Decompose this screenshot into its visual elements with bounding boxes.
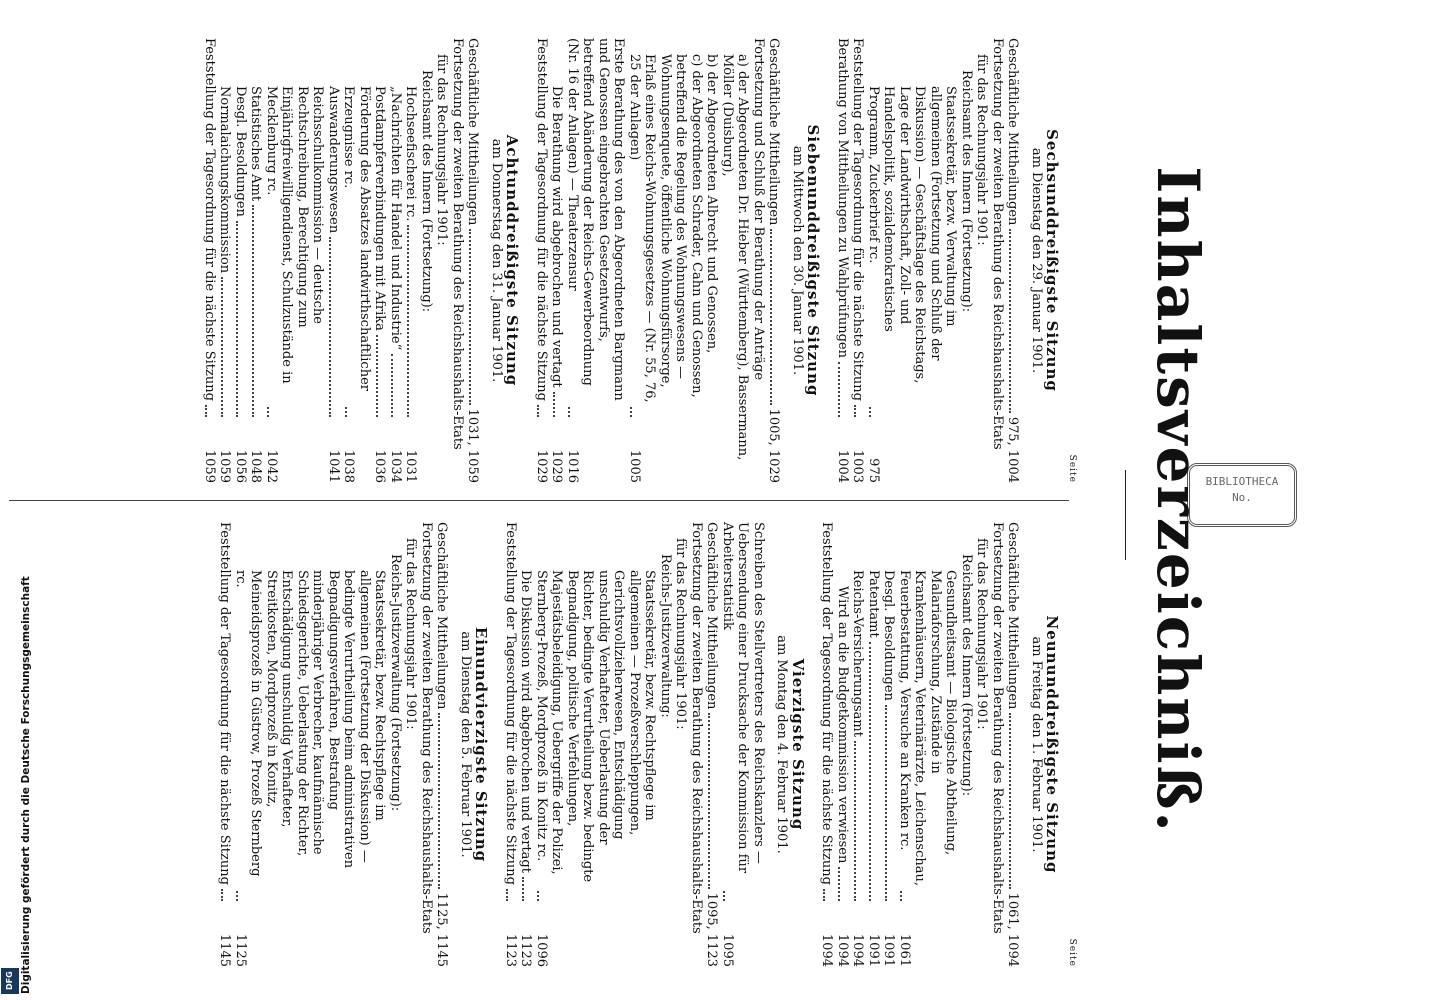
leader-dots — [522, 877, 524, 901]
toc-entry[interactable] — [372, 38, 388, 483]
entry-page: 1034 — [388, 449, 403, 483]
toc-entry[interactable] — [465, 38, 481, 483]
toc-entry[interactable] — [850, 522, 866, 967]
toc-entry[interactable] — [720, 522, 767, 967]
entry-text: Geschäftliche Mittheilungen — [766, 38, 782, 226]
leader-dots — [330, 237, 332, 417]
entry-page: 1003 — [850, 449, 866, 483]
entry-page: 1125, 1145 — [434, 892, 450, 967]
dfg-logo-icon[interactable]: DFG — [1, 968, 19, 994]
entry-text: Reichs-Justizverwaltung (Fortsetzung): — [388, 554, 403, 812]
entry-text: Reichsamt des Innern (Fortsetzung): — [959, 70, 974, 313]
entry-text: Reichs-Justizverwaltung: — [658, 554, 673, 718]
leader-dots — [538, 405, 540, 417]
session-heading: Vierzigste Sitzung — [789, 658, 807, 831]
toc-entry[interactable] — [866, 38, 959, 483]
entry-text: Patentamt — [866, 570, 881, 638]
entry-text: Berathung von Mittheilungen zu Wahlprüfungen — [835, 38, 850, 358]
entry-page: 1061, 1094 — [1005, 892, 1021, 967]
stamp-line-1: BIBLIOTHECA — [1205, 475, 1279, 488]
toc-entry[interactable] — [503, 522, 519, 967]
leader-dots — [770, 229, 772, 404]
toc-entry[interactable] — [264, 38, 326, 483]
entry-text: Fortsetzung der zweiten Berathung des Reichshaushalts-Etats — [990, 522, 1005, 934]
leader-dots — [237, 891, 239, 901]
leader-dots — [854, 405, 856, 417]
toc-entry[interactable] — [217, 38, 233, 483]
leader-dots — [1009, 229, 1011, 412]
entry-text: für das Rechnungsjahr 1901: — [974, 538, 990, 730]
entry-page: 1005, 1029 — [766, 408, 782, 483]
entry-text: für das Rechnungsjahr 1901: — [434, 54, 450, 246]
toc-entry[interactable] — [766, 38, 782, 483]
leader-dots — [870, 407, 872, 417]
toc-entry[interactable] — [897, 522, 959, 967]
entry-text: Feststellung der Tagesordnung für die nächste Sitzung — [534, 38, 549, 401]
toc-entry[interactable] — [627, 38, 705, 483]
entry-page: 1061 — [897, 933, 912, 967]
entry-text: Statistisches Amt — [248, 86, 264, 202]
leader-dots — [507, 889, 509, 901]
entry-page: 1091 — [881, 933, 897, 967]
entry-page: 1004 — [835, 449, 850, 483]
session-date: am Dienstag den 29. Januar 1901. — [1029, 147, 1044, 374]
leader-dots — [407, 225, 409, 417]
toc-entry[interactable] — [341, 38, 372, 483]
entry-text: Geschäftliche Mittheilungen — [1005, 38, 1021, 226]
entry-page: 1059 — [202, 449, 217, 483]
entry-text: für das Rechnungsjahr 1901: — [403, 538, 419, 730]
toc-entry[interactable] — [388, 38, 404, 483]
toc-entry[interactable] — [1005, 38, 1021, 483]
leader-dots — [631, 407, 633, 417]
column-divider — [9, 500, 1069, 501]
entry-text: Reichsamt des Innern (Fortsetzung): — [419, 70, 434, 313]
toc-entry[interactable] — [434, 522, 450, 967]
entry-page: 1031, 1059 — [465, 408, 481, 483]
session-37 — [534, 38, 821, 483]
digitization-sidebar — [0, 0, 32, 1000]
entry-text: Fortsetzung der zweiten Berathung des Reichshaushalts-Etats — [450, 38, 465, 450]
entry-page: 1005 — [627, 449, 642, 483]
entry-text: Wird an die Budgetkommission verwiesen — [835, 586, 850, 864]
toc-left-column — [202, 38, 1080, 483]
entry-page: 1096 — [534, 933, 549, 967]
entry-text: Förderung des Absatzes landwirthschaftlicher Erzeugnisse rc. — [341, 86, 372, 391]
leader-dots — [569, 407, 571, 417]
session-40 — [503, 522, 806, 967]
toc-entry[interactable] — [202, 38, 218, 483]
entry-text: Schreiben des Stellvertreters des Reichskanzlers — Uebersendung einer Drucksache der Kommission für Arbeiterstatistik — [720, 522, 766, 874]
leader-dots — [854, 741, 856, 901]
entry-page: 1145 — [217, 933, 233, 967]
session-39 — [819, 522, 1060, 967]
leader-dots — [708, 713, 710, 888]
stamp-line-2: No. — [1232, 491, 1252, 504]
entry-page: 1095 — [720, 933, 735, 967]
session-heading: Neununddreißigste Sitzung — [1043, 615, 1062, 874]
leader-dots — [206, 405, 208, 417]
toc-right-column — [217, 522, 1079, 967]
leader-dots — [438, 713, 440, 888]
leader-dots — [870, 642, 872, 901]
toc-entry[interactable] — [881, 522, 897, 967]
entry-text: „Nachrichten für Handel und Industrie“ — [388, 86, 403, 351]
session-heading: Einundvierzigste Sitzung — [472, 626, 491, 863]
entry-text: Normalaichungskommission — [217, 86, 233, 274]
session-38 — [202, 38, 520, 483]
entry-text: Erste Berathung des von den Abgeordneten Bargmann und Genossen eingebrachten Gesetzentwurfs, betreffend Abänderung der Reichs-Gewerbeordnung (Nr. 16 der Anlagen) — Theaterzensur — [565, 38, 627, 401]
entry-page: 975 — [866, 458, 881, 483]
toc-entry[interactable] — [1005, 522, 1021, 967]
entry-text: Hochseefischerei rc. — [403, 86, 419, 222]
digitization-note: Digitalisierung gefördert durch die Deutsche Forschungsgemeinschaft — [20, 576, 32, 994]
leader-dots — [237, 221, 239, 417]
entry-page: 1123 — [503, 933, 518, 967]
entry-text: Fortsetzung der zweiten Berathung des Reichshaushalts-Etats — [419, 522, 434, 934]
entry-page: 1041 — [326, 449, 341, 483]
entry-text: Geschäftliche Mittheilungen — [1005, 522, 1021, 710]
leader-dots — [345, 407, 347, 417]
toc-entry[interactable] — [835, 522, 851, 967]
entry-page: 1016 — [565, 449, 580, 483]
entry-text: Die Diskussion wird abgebrochen und vertagt — [518, 570, 534, 873]
session-date: am Mittwoch den 30. Januar 1901. — [790, 145, 805, 376]
toc-entry[interactable] — [819, 522, 835, 967]
leader-dots — [221, 277, 223, 417]
entry-text: Feststellung der Tagesordnung für die nächste Sitzung — [202, 38, 217, 401]
entry-text: Staatssekretär, bezw. Verwaltung im allgemeinen (Fortsetzung und Schluß der Diskussion) — Geschäftslage des Reichstags, Lage der Landwirthschaft, Zoll- und Handelspolitik, sozialdemokratisches Programm, Zuckerbrief rc. — [866, 86, 959, 384]
toc-entry[interactable] — [326, 38, 342, 483]
entry-text: Feststellung der Tagesordnung für die nächste Sitzung — [850, 38, 866, 401]
entry-page: 1038 — [341, 449, 357, 483]
session-heading: Siebenunddreißigste Sitzung — [804, 124, 823, 397]
leader-dots — [823, 889, 825, 901]
leader-dots — [553, 392, 555, 417]
entry-page: 1094 — [850, 933, 866, 967]
entry-text: Feststellung der Tagesordnung für die nächste Sitzung — [503, 522, 518, 885]
entry-page: 1029 — [549, 449, 565, 483]
entry-text: Feststellung der Tagesordnung für die nächste Sitzung — [217, 522, 233, 885]
entry-text: Fortsetzung und Schluß der Berathung der Anträge — [751, 38, 766, 381]
entry-text: Postdampferverbindungen mit Afrika — [372, 86, 388, 331]
entry-page: 1094 — [819, 933, 835, 967]
session-date: am Donnerstag den 31. Januar 1901. — [489, 138, 504, 383]
toc-entry[interactable] — [248, 38, 264, 483]
leader-dots — [885, 705, 887, 901]
seite-label: Seite — [1067, 938, 1077, 967]
entry-page: 975, 1004 — [1005, 416, 1021, 483]
entry-text: Reichsschulkommission — deutsche Rechtschreibung, Berechtigung zum Einjährigfreiwilligendienst, Schulzustände in Mecklenburg rc. — [264, 86, 326, 384]
session-36 — [835, 38, 1060, 483]
leader-dots — [469, 229, 471, 404]
entry-text: c) der Abgeordneten Schrader, Cahn und Genossen, betreffend die Regelung des Wohnungswesens — Wohnungsenquete, öffentliche Wohnungsfürsorge, Erlaß eines Reichs-Wohnungsgesetzes — (Nr. 55, 76, 25 der Anlagen) — [627, 54, 704, 403]
leader-dots — [839, 362, 841, 417]
leader-dots — [376, 335, 378, 417]
entry-text: Fortsetzung der zweiten Berathung des Reichshaushalts-Etats — [990, 38, 1005, 450]
entry-text: für das Rechnungsjahr 1901: — [974, 54, 990, 246]
toc-entry[interactable] — [233, 38, 249, 483]
toc-entry[interactable] — [835, 38, 851, 483]
entry-text: Geschäftliche Mittheilungen — [465, 38, 481, 226]
entry-page: 1123 — [518, 933, 534, 967]
toc-entry[interactable] — [518, 522, 534, 967]
entry-text: Auswanderungswesen — [326, 86, 341, 234]
toc-entry[interactable] — [866, 522, 882, 967]
entry-page: 1042 — [264, 449, 279, 483]
leader-dots — [392, 354, 394, 417]
leader-dots — [724, 891, 726, 901]
entry-page: 1095, 1123 — [704, 892, 720, 967]
leader-dots — [901, 891, 903, 901]
leader-dots — [538, 891, 540, 901]
entry-page: 1056 — [233, 449, 248, 483]
entry-text: Gesundheitsamt — Biologische Abtheilung, Malariaforschung, Zustände in Krankenhäusern, Veterinärärzte, Leichenschau, Feuerbestattung, Versuche an Kranken rc. — [897, 570, 959, 886]
entry-text: Desgl. Besoldungen — [881, 570, 897, 701]
entry-text: Feststellung der Tagesordnung für die nächste Sitzung — [819, 522, 835, 885]
entry-page: 1094 — [835, 933, 850, 967]
entry-text: Staatssekretär, bezw. Rechtspflege im allgemeinen — Prozeßverschleppungen, Gerichtsvollzieherwesen, Entschädigung unschuldig Verhafteter, Ueberlastung der Richter, bedingte Verurtheilung bezw. bedingte Begnadigung, politische Verfehlungen, Majestätsbeleidigung, Uebergriffe der Polizei, Sternberg-Prozeß, Mordprozeß in Konitz rc. — [534, 570, 658, 883]
entry-text: Die Berathung wird abgebrochen und vertagt — [549, 86, 565, 388]
session-41 — [217, 522, 489, 967]
seite-label: Seite — [1067, 454, 1077, 483]
entry-text: Geschäftliche Mittheilungen — [704, 522, 720, 710]
entry-text: Geschäftliche Mittheilungen — [434, 522, 450, 710]
entry-text: Reichsamt des Innern (Fortsetzung): — [959, 554, 974, 797]
entry-page: 1125 — [233, 933, 248, 967]
entry-text: Fortsetzung der zweiten Berathung des Reichshaushalts-Etats — [689, 522, 704, 934]
toc-entry[interactable] — [549, 38, 565, 483]
entry-text: a) der Abgeordneten Dr. Hieber (Württemberg), Bassermann, Möller (Duisburg), — [720, 54, 751, 461]
leader-dots — [268, 407, 270, 417]
entry-text: Desgl. Besoldungen — [233, 86, 248, 217]
entry-page: 1036 — [372, 449, 388, 483]
entry-page: 1091 — [866, 933, 881, 967]
entry-text: für das Rechnungsjahr 1901: — [673, 538, 689, 730]
toc-entry[interactable] — [233, 522, 388, 967]
toc-entry[interactable] — [704, 522, 720, 967]
session-date: am Freitag den 1. Februar 1901. — [1029, 636, 1044, 853]
title-divider — [1125, 470, 1126, 560]
leader-dots — [839, 867, 841, 901]
session-date: am Dienstag den 5. Februar 1901. — [458, 631, 473, 858]
leader-dots — [221, 889, 223, 901]
entry-page: 1059 — [217, 449, 233, 483]
toc-entry[interactable] — [534, 522, 658, 967]
entry-text: Reichs-Versicherungsamt — [850, 570, 866, 737]
entry-page: 1048 — [248, 449, 264, 483]
entry-page: 1029 — [534, 449, 549, 483]
leader-dots — [1009, 713, 1011, 888]
session-date: am Montag den 4. Februar 1901. — [774, 635, 790, 854]
session-heading: Sechsunddreißigste Sitzung — [1043, 129, 1062, 392]
toc-entry[interactable] — [534, 38, 550, 483]
page-title: Inhaltsverzeichniß. — [1144, 166, 1212, 834]
toc-entry[interactable] — [850, 38, 866, 483]
toc-entry[interactable] — [565, 38, 627, 483]
leader-dots — [252, 205, 254, 417]
entry-text: b) der Abgeordneten Albrecht und Genossen, — [704, 54, 720, 354]
entry-page: 1031 — [403, 449, 419, 483]
session-heading: Achtunddreißigste Sitzung — [503, 134, 522, 387]
toc-entry[interactable] — [217, 522, 233, 967]
toc-entry[interactable] — [403, 38, 419, 483]
entry-text: Staatssekretär, bezw. Rechtspflege im allgemeinen (Fortsetzung der Diskussion) — bedingte Verurtheilung beim administrativen Begnadigungsverfahren, Bestrafung minderjähriger Verbrecher, kaufmännische Schiedsgerichte, Ueberlastung der Richter, Entschädigung unschuldig Verhafteter, Streitkosten, Mordprozeß in Konitz, Meineidsprozeß in Güstrow, Prozeß Sternberg rc. — [233, 570, 388, 877]
